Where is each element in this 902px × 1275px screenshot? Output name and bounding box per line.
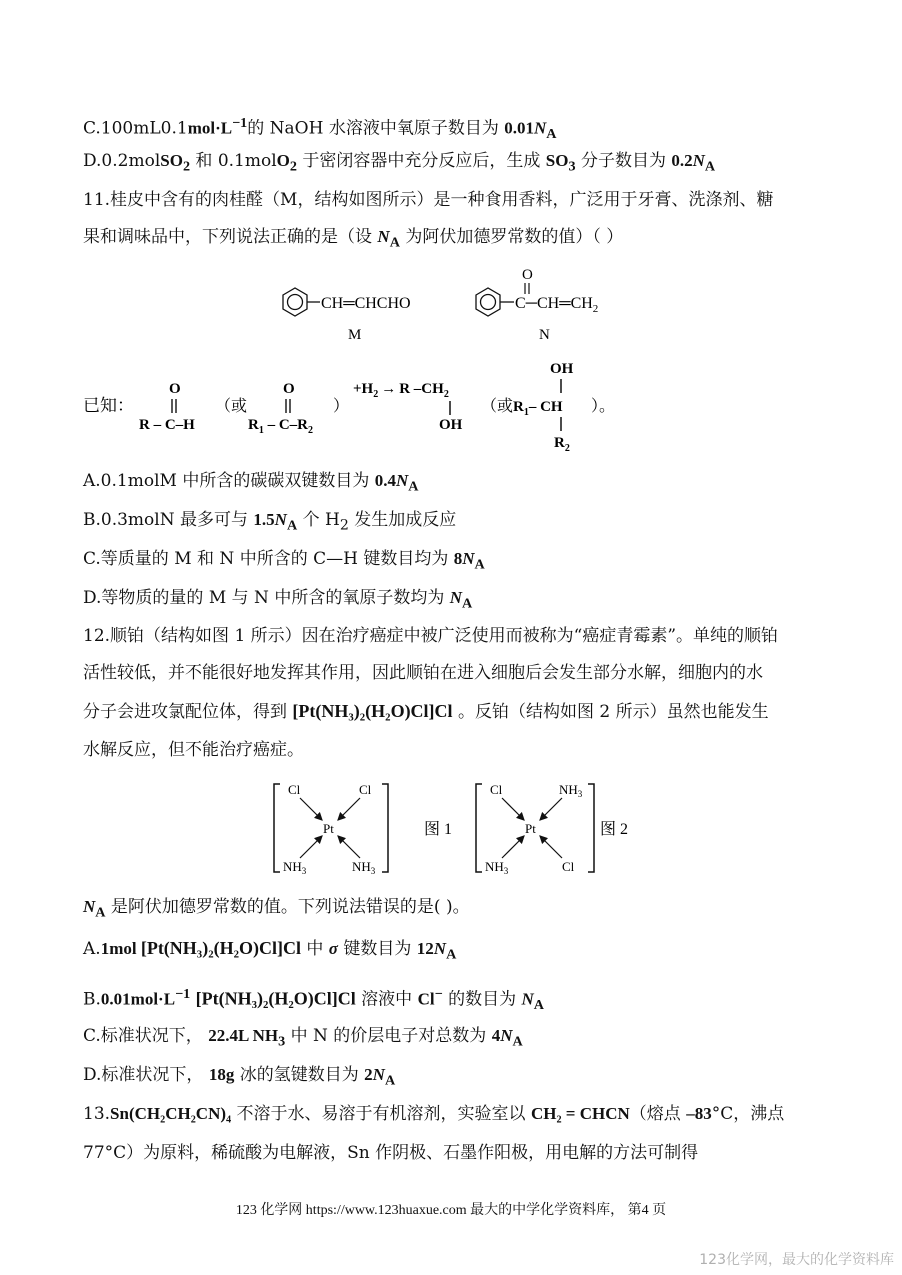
m-chain: CH═CHCHO <box>321 295 411 312</box>
page-footer: 123 化学网 https://www.123huaxue.com 最大的中学化学资料库， 第4 页 <box>235 1203 667 1218</box>
q13-stem-line1: 13.Sn(CH₂CH₂CN)₄ 不溶于水、易溶于有机溶剂，实验室以 CH₂ = CHCN（熔点 –83°C，沸点 <box>83 1104 785 1124</box>
benzene-ring-n <box>476 288 500 316</box>
svg-text:NH3: $NH_3$ <box>283 859 307 876</box>
known-reaction <box>83 355 643 459</box>
svg-text:Cl: Cl <box>562 859 575 874</box>
svg-text:图 1: 图 1 <box>424 821 453 838</box>
svg-text:已知：: 已知： <box>83 396 134 415</box>
svg-text:Cl: Cl <box>288 782 301 797</box>
svg-text:Cl: Cl <box>490 782 503 797</box>
q12-question: $N_A$ 是阿伏加德罗常数的值。下列说法错误的是( )。 <box>83 897 470 921</box>
svg-text:OH: OH <box>550 361 574 377</box>
benzene-ring-m <box>283 288 307 316</box>
q11-option-a: A.0.1molM 中所含的碳碳双键数目为 $0.4N_A$ <box>83 471 419 495</box>
n-chain: $C─CH═CH_2$ <box>515 295 599 315</box>
svg-text:R1– CH: $R_1-$ CH <box>513 399 563 418</box>
svg-text:O: O <box>169 381 181 397</box>
q12-stem-line3: 分子会进攻氯配位体，得到 [Pt(NH₃)₂(H₂O)Cl]Cl 。反铂（结构如图 2 所示）虽然也能发生 <box>83 701 769 722</box>
svg-text:OH: OH <box>439 417 463 433</box>
q13-stem-line2: 77°C）为原料，稀硫酸为电解液，Sn 作阴极、石墨作阳极，用电解的方法可制得 <box>83 1143 699 1163</box>
svg-text:O: O <box>283 381 295 397</box>
watermark: 123化学网，最大的化学资料库 <box>699 1252 894 1268</box>
svg-text:（或: （或 <box>481 398 514 415</box>
svg-text:（或: （或 <box>215 398 248 415</box>
svg-text:R2: $R_2$ <box>554 435 570 454</box>
q11-option-d: D.等物质的量的 M 与 N 中所含的氧原子数均为 $N_A$ <box>83 588 473 612</box>
svg-text:Pt: Pt <box>525 821 536 836</box>
q12-option-d: D.标准状况下， 18g 冰的氢键数目为 $2N_A$ <box>83 1065 396 1089</box>
n-label: N <box>539 327 550 343</box>
svg-text:图 2: 图 2 <box>600 821 629 838</box>
structure-figure-m-n <box>270 262 630 351</box>
q11-stem-line1: 11.桂皮中含有的肉桂醛（M，结构如图所示）是一种食用香料，广泛用于牙膏、洗涤剂、糖 <box>83 190 774 210</box>
svg-text:NH3: $NH_3$ <box>559 782 583 799</box>
m-label: M <box>348 327 362 343</box>
svg-text:+H2→R –CH2: $+H_2 \to R$ $-CH_2$ <box>353 381 449 400</box>
svg-text:Pt: Pt <box>323 821 334 836</box>
svg-text:）: ） <box>333 398 350 415</box>
q12-option-b: $B.0.01mol\cdot L^{-1}$ [Pt(NH₃)₂(H₂O)Cl]Cl 溶液中 Cl− 的数目为 $N_A$ <box>83 986 544 1014</box>
n-oxygen: O <box>522 267 533 283</box>
q12-stem-line1: 12.顺铂（结构如图 1 所示）因在治疗癌症中被广泛使用而被称为“癌症青霉素”。单纯的顺铂 <box>83 626 779 646</box>
q11-option-c: C.等质量的 M 和 N 中所含的 C—H 键数目均为 $8N_A$ <box>83 549 485 573</box>
q10-option-d: D.0.2molSO$_2$ 和 0.1molO$_2$ 于密闭容器中充分反应后，生成 $SO_3$ 分子数目为 $0.2N_A$ <box>83 151 716 175</box>
q12-stem-line4: 水解反应，但不能治疗癌症。 <box>83 740 304 760</box>
q10-option-c: $C.100mL0.1mol\cdot L^{-1}$的 NaOH 水溶液中氧原子数目为 $0.01N_A$ <box>83 115 557 143</box>
svg-text:）。: ）。 <box>591 398 616 415</box>
q11-option-b: B.0.3molN 最多可与 $1.5N_A$ 个 $H_2$ 发生加成反应 <box>83 510 457 534</box>
svg-text:R – C–H: R – C–H <box>139 417 195 433</box>
q11-stem-line2: 果和调味品中，下列说法正确的是（设 $N_A$ 为阿伏加德罗常数的值）（ ） <box>83 227 624 251</box>
q12-stem-line2: 活性较低，并不能很好地发挥其作用，因此顺铂在进入细胞后会发生部分水解，细胞内的水 <box>83 663 763 683</box>
q12-option-a: A.1mol [Pt(NH₃)₂(H₂O)Cl]Cl 中 σ 键数目为 $12N_A$ <box>83 938 457 963</box>
svg-text:NH3: $NH_3$ <box>352 859 376 876</box>
q12-option-c: C.标准状况下， 22.4L $NH_3$ 中 N 的价层电子对总数为 $4N_A$ <box>83 1026 523 1050</box>
svg-text:NH3: $NH_3$ <box>485 859 509 876</box>
platinum-figures <box>270 778 650 882</box>
svg-text:Cl: Cl <box>359 782 372 797</box>
svg-text:R1 – C–R2: $R_1 - C-R_2$ <box>248 417 314 436</box>
